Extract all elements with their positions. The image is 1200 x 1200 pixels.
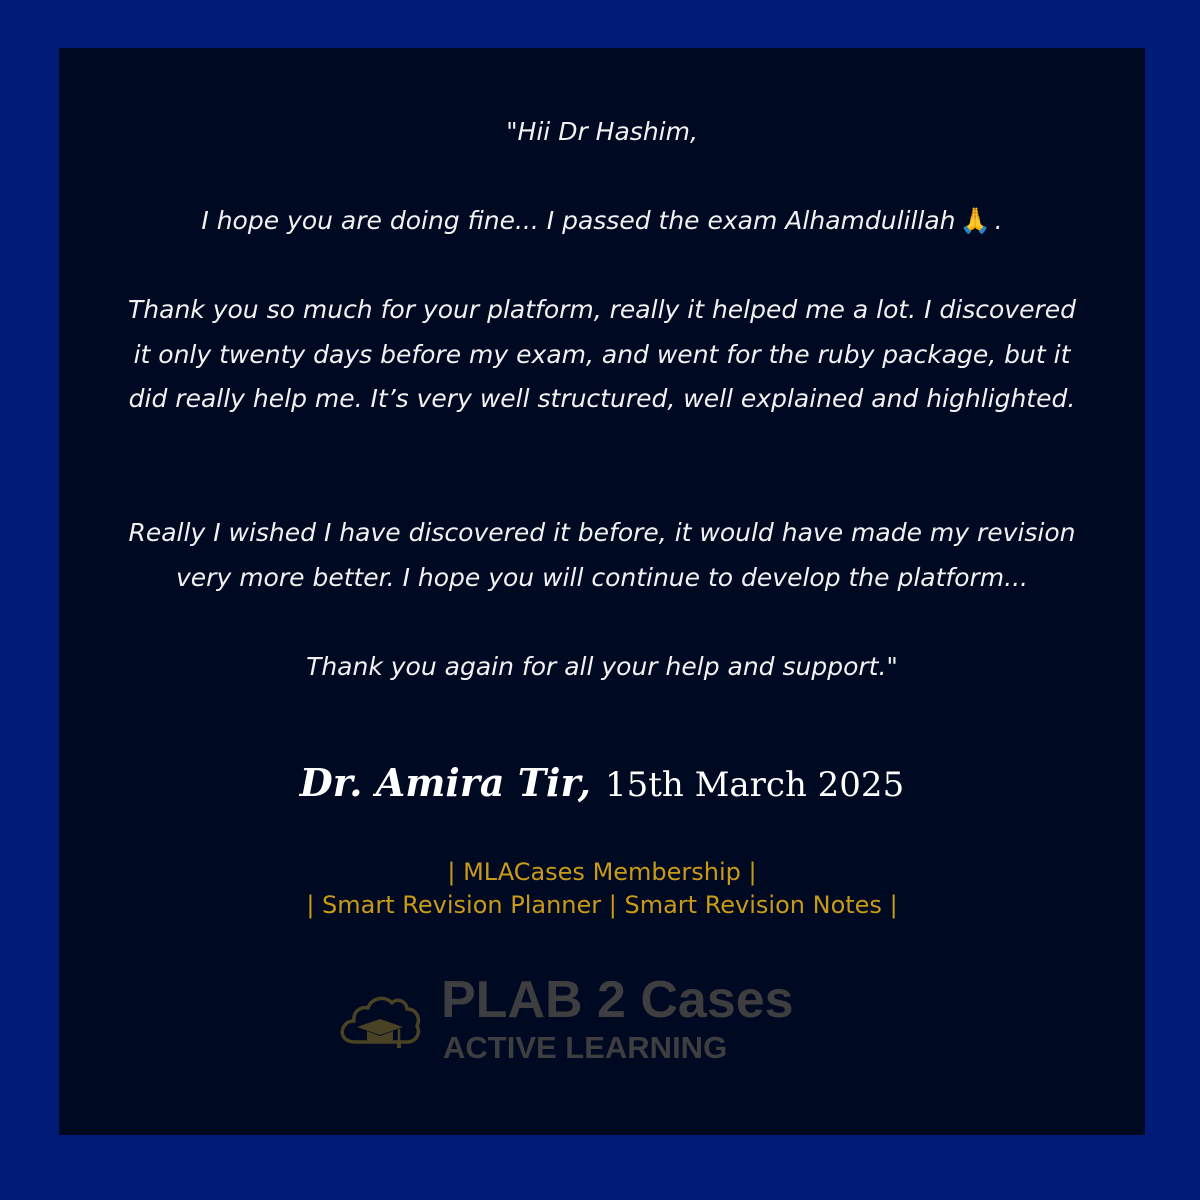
testimonial-card — [59, 48, 1145, 1135]
quote-passed-end: . — [994, 206, 1003, 235]
quote-greeting: "Hii Dr Hashim, — [506, 117, 698, 146]
plab2cases-logo — [337, 968, 857, 1078]
product-links — [59, 856, 1145, 922]
logo-subtitle: ACTIVE LEARNING — [443, 1030, 728, 1065]
signature — [59, 760, 1145, 805]
praying-hands-icon: 🙏 — [959, 206, 991, 235]
quote-paragraph-wish: Really I wished I have discovered it before, it would have made my revision very more better. I hope you will continue to develop the platform... — [128, 518, 1076, 592]
product-line-revision: | Smart Revision Planner | Smart Revision Notes | — [306, 891, 898, 919]
product-line-membership: | MLACases Membership | — [447, 858, 757, 886]
quote-passed-text: I hope you are doing fine... I passed the exam Alhamdulillah — [201, 206, 956, 235]
signature-date: 15th March 2025 — [604, 765, 905, 805]
quote-paragraph-thanks: Thank you so much for your platform, really it helped me a lot. I discovered it only twenty days before my exam, and went for the ruby package, but it did really help me. It’s very well structured, well explained and highlighted. — [128, 295, 1076, 413]
quote-closing: Thank you again for all your help and support." — [306, 652, 898, 681]
quote-line-passed — [119, 199, 1085, 244]
cloud-graduation-cap-icon — [337, 992, 423, 1052]
logo-title: PLAB 2 Cases — [441, 971, 794, 1029]
signature-name: Dr. Amira Tir, — [299, 760, 591, 805]
